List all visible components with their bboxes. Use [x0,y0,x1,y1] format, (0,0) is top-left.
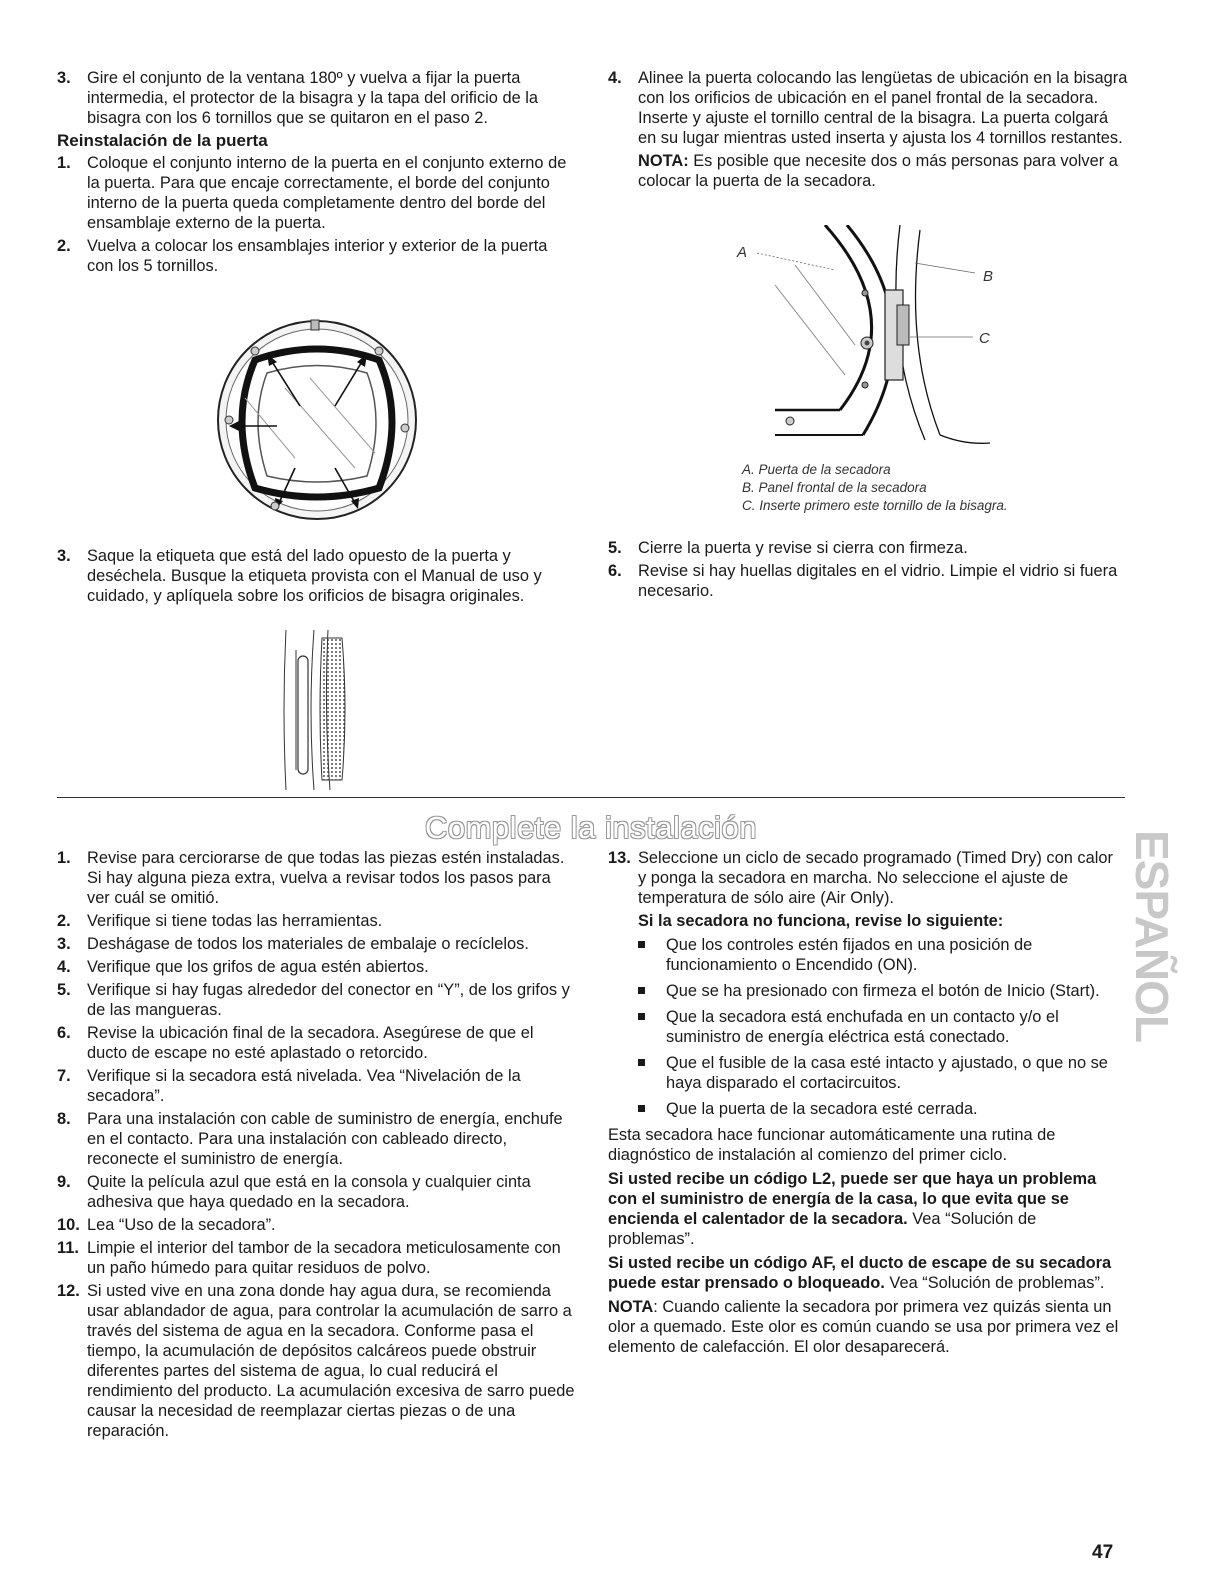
nota-text: Es posible que necesite dos o más personas para volver a colocar la puerta de la secadora. [638,152,1118,190]
list-item [608,848,1123,908]
list-item [57,911,577,931]
list-item [57,848,577,908]
step-number: 1. [57,154,71,172]
close-steps [608,538,1128,601]
step-text: Verifique si tiene todas las herramientas. [87,912,383,930]
caption-c: C. Inserte primero este tornillo de la bisagra. [742,498,1008,513]
step-number: 2. [57,237,71,255]
bullet-text: Que la puerta de la secadora esté cerrada. [666,1100,978,1118]
bullet-square-icon [638,987,645,994]
nota-text: : Cuando caliente la secadora por primera vez quizás sienta un olor a quemado. Este olor es común cuando se usa por primera vez el elemento de calefacción. El olor desaparecerá. [608,1298,1119,1356]
section-divider [57,797,1125,798]
step-number: 6. [57,1024,71,1042]
step-text: Gire el conjunto de la ventana 180º y vuelva a fijar la puerta intermedia, el protector de la bisagra y la tapa del orificio de la bisagra con los 6 tornillos que se quitaron en el paso 2. [87,69,538,127]
door-edge-figure [278,630,358,790]
complete-steps [57,848,577,1441]
step-text: Revise la ubicación final de la secadora. Asegúrese de que el ducto de escape no esté aplastado o retorcido. [87,1024,534,1062]
hinge-figure [735,225,1000,455]
hinge-drawing [735,225,1000,455]
step-number: 4. [57,958,71,976]
left-step3-column [57,546,572,609]
door-edge-drawing [278,630,358,790]
step-text: Alinee la puerta colocando las lengüetas de ubicación en la bisagra con los orificios de ubicación en el panel frontal de la secadora. Inserte y ajuste el tornillo central de la bisagra. La puerta colgará en su lugar mientras usted inserta y ajusta los 4 tornillos restantes. [638,69,1128,147]
list-item [57,1238,577,1278]
align-steps [608,68,1128,148]
step-number: 5. [57,981,71,999]
list-item [57,1281,577,1441]
nota-paragraph [608,151,1128,191]
list-item [57,980,577,1020]
list-item [608,1099,1123,1119]
step-number: 12. [57,1282,80,1300]
list-item [57,68,572,128]
hinge-captions [742,461,1062,515]
list-item [57,1109,577,1169]
step-number: 8. [57,1110,71,1128]
right-top-column [608,68,1128,195]
step-text: Vuelva a colocar los ensamblajes interior y exterior de la puerta con los 5 tornillos. [87,237,548,275]
bullet-square-icon [638,941,645,948]
cycle-steps [608,848,1123,908]
step-number: 4. [608,69,622,87]
af-bold-text: Si usted recibe un código AF, el ducto de escape de su secadora puede estar prensado o bloqueado. [608,1254,1112,1292]
left-top-column [57,68,572,279]
final-nota-paragraph [608,1297,1123,1357]
list-item [57,236,572,276]
step-text: Si usted vive en una zona donde hay agua dura, se recomienda usar ablandador de agua, para controlar la acumulación de sarro a través del sistema de agua en la secadora. Conforme pasa el tiempo, la acumulación de depósitos calcáreos puede obstruir diferentes partes del sistema de agua, lo cual reducirá el rendimiento del producto. La acumulación excesiva de sarro puede causar la necesidad de reemplazar ciertas piezas o de una reparación. [87,1282,575,1440]
list-item [608,1007,1123,1047]
l2-bold-text: Si usted recibe un código L2, puede ser que haya un problema con el suministro de energía de la casa, lo que evita que se encienda el calentador de la secadora. [608,1170,1097,1228]
list-item [57,1066,577,1106]
step-text: Revise si hay huellas digitales en el vidrio. Limpie el vidrio si fuera necesario. [638,562,1118,600]
nota-label: NOTA: [638,152,689,170]
list-item [608,561,1128,601]
step-number: 10. [57,1216,80,1234]
bullet-square-icon [638,1105,645,1112]
step-text: Seleccione un ciclo de secado programado (Timed Dry) con calor y ponga la secadora en marcha. No seleccione el ajuste de temperatura de sólo aire (Air Only). [638,849,1113,907]
list-item [57,957,577,977]
door-assembly-drawing [215,318,420,523]
list-item [57,546,572,606]
step-text: Cierre la puerta y revise si cierra con firmeza. [638,539,968,557]
list-item [57,934,577,954]
bullet-square-icon [638,1013,645,1020]
reinstall-steps [57,153,572,276]
bullet-text: Que los controles estén fijados en una posición de funcionamiento o Encendido (ON). [666,936,1033,974]
list-item [608,68,1128,148]
step-text: Verifique si hay fugas alrededor del conector en “Y”, de los grifos y de las mangueras. [87,981,570,1019]
figure-label-a: A [737,244,748,261]
list-item [57,153,572,233]
step-number: 11. [57,1239,79,1257]
step-text: Coloque el conjunto interno de la puerta en el conjunto externo de la puerta. Para que encaje correctamente, el borde del conjunto interno de la puerta queda completamente dentro del borde del ensamblaje externo de la puerta. [87,154,567,232]
section-title: Complete la instalación [424,810,757,845]
door-assembly-figure [215,318,420,523]
list-item [608,538,1128,558]
complete-left-column [57,848,577,1444]
step-text: Verifique si la secadora está nivelada. Vea “Nivelación de la secadora”. [87,1067,521,1105]
l2-paragraph [608,1169,1123,1249]
step-text: Revise para cerciorarse de que todas las piezas estén instaladas. Si hay alguna pieza extra, vuelva a revisar todos los pasos para ver cuál se omitió. [87,849,565,907]
caption-a: A. Puerta de la secadora [742,462,891,477]
figure-label-c: C [979,330,990,347]
af-rest-text: Vea “Solución de problemas”. [884,1274,1105,1292]
right-steps-column [608,538,1128,604]
step-number: 7. [57,1067,71,1085]
list-item [608,981,1123,1001]
step-number: 6. [608,562,622,580]
step-text: Para una instalación con cable de suministro de energía, enchufe en el contacto. Para una instalación con cableado directo, reconecte el suministro de energía. [87,1110,563,1168]
window-steps [57,68,572,128]
step-number: 3. [57,547,71,565]
check-list [608,935,1123,1119]
step-number: 13. [608,849,631,867]
step-text: Limpie el interior del tambor de la secadora meticulosamente con un paño húmedo para quitar residuos de polvo. [87,1239,561,1277]
bullet-text: Que el fusible de la casa esté intacto y ajustado, o que no se haya disparado el cortacircuitos. [666,1054,1108,1092]
diagnostic-paragraph: Esta secadora hace funcionar automáticamente una rutina de diagnóstico de instalación al comienzo del primer ciclo. [608,1126,1056,1164]
bullet-text: Que la secadora está enchufada en un contacto y/o el suministro de energía eléctrica está conectado. [666,1008,1059,1046]
step-number: 5. [608,539,622,557]
step-number: 3. [57,69,71,87]
label-steps [57,546,572,606]
bullet-square-icon [638,1059,645,1066]
step-text: Deshágase de todos los materiales de embalaje o recíclelos. [87,935,529,953]
step-text: Verifique que los grifos de agua estén abiertos. [87,958,429,976]
step-text: Saque la etiqueta que está del lado opuesto de la puerta y deséchela. Busque la etiqueta provista con el Manual de uso y cuidado, y aplíquela sobre los orificios de bisagra originales. [87,547,542,605]
check-heading: Si la secadora no funciona, revise lo siguiente: [638,912,1004,930]
language-side-tab: ESPAÑOL [1126,830,1178,1042]
step-text: Quite la película azul que está en la consola y cualquier cinta adhesiva que haya quedado en la secadora. [87,1173,531,1211]
figure-label-b: B [983,268,994,285]
list-item [608,935,1123,975]
reinstall-heading: Reinstalación de la puerta [57,131,268,150]
step-number: 3. [57,935,71,953]
l2-rest-text: Vea “Solución de problemas”. [608,1210,1037,1248]
list-item [608,1053,1123,1093]
list-item [57,1172,577,1212]
list-item [57,1023,577,1063]
step-number: 1. [57,849,71,867]
bullet-text: Que se ha presionado con firmeza el botón de Inicio (Start). [666,982,1100,1000]
page-number: 47 [1092,1542,1114,1563]
list-item [57,1215,577,1235]
caption-b: B. Panel frontal de la secadora [742,480,927,495]
af-paragraph [608,1253,1123,1293]
nota-label: NOTA [608,1298,654,1316]
step-number: 9. [57,1173,71,1191]
step-number: 2. [57,912,71,930]
step-text: Lea “Uso de la secadora”. [87,1216,276,1234]
complete-right-column [608,848,1123,1361]
